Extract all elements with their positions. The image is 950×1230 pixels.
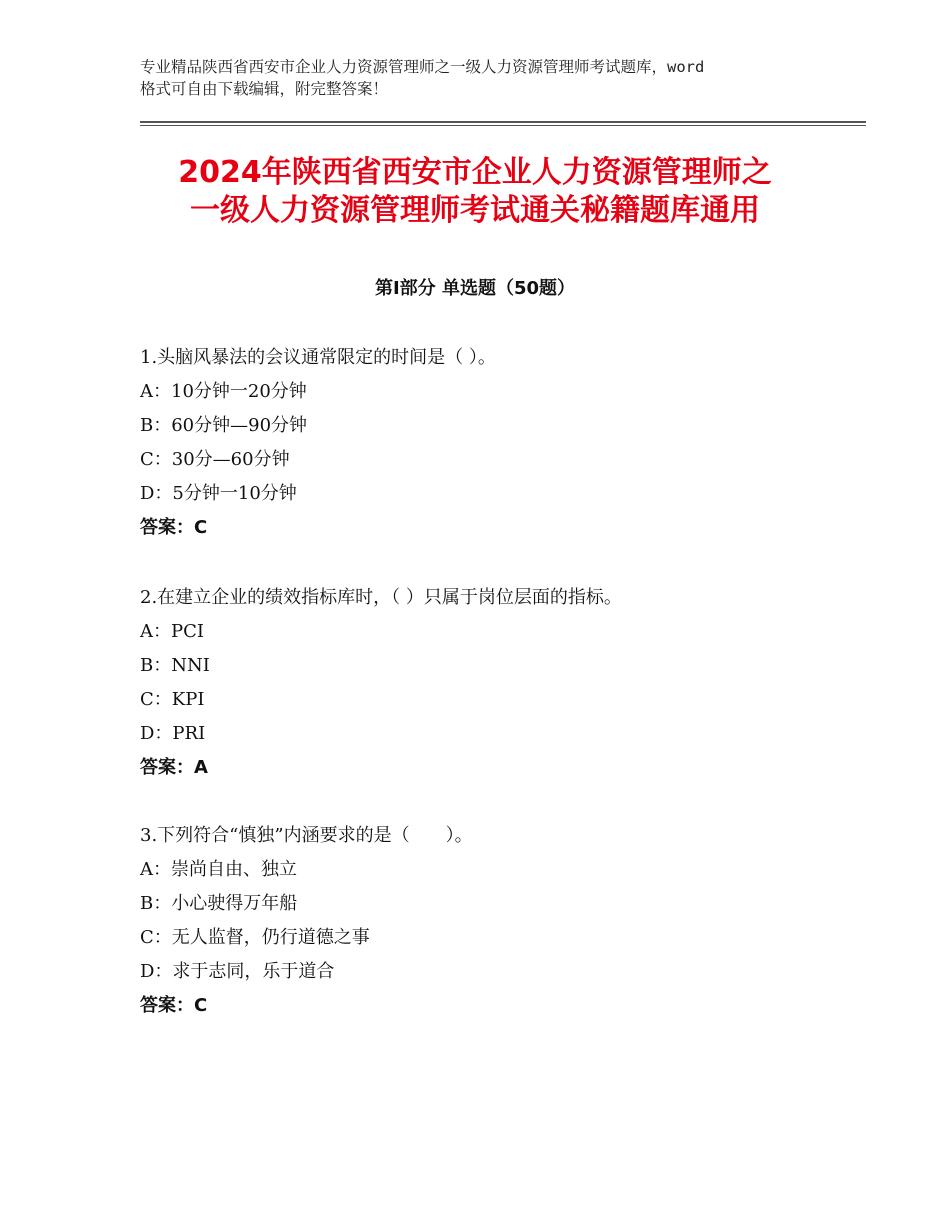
question-stem: 3.下列符合“慎独”内涵要求的是（ ）。 bbox=[140, 825, 473, 846]
option-c: C：30分—60分钟 bbox=[140, 449, 290, 470]
option-d: D：求于志同，乐于道合 bbox=[140, 961, 335, 982]
option-a: A：崇尚自由、独立 bbox=[140, 859, 297, 880]
question-stem: 2.在建立企业的绩效指标库时，（ ）只属于岗位层面的指标。 bbox=[140, 587, 622, 608]
answer-label: 答案：A bbox=[140, 757, 208, 778]
document-title-line-1: 2024年陕西省西安市企业人力资源管理师之 bbox=[178, 155, 772, 190]
option-a: A：10分钟一20分钟 bbox=[140, 381, 307, 402]
option-a: A：PCI bbox=[140, 621, 204, 642]
question-block bbox=[140, 341, 880, 545]
option-c: C：无人监督，仍行道德之事 bbox=[140, 927, 370, 948]
option-c: C：KPI bbox=[140, 689, 205, 710]
document-title-line-2: 一级人力资源管理师考试通关秘籍题库通用 bbox=[190, 193, 760, 228]
option-b: B：NNI bbox=[140, 655, 210, 676]
option-d: D：PRI bbox=[140, 723, 206, 744]
option-b: B：小心驶得万年船 bbox=[140, 893, 298, 914]
question-stem: 1.头脑风暴法的会议通常限定的时间是（ ）。 bbox=[140, 347, 496, 368]
option-d: D：5分钟一10分钟 bbox=[140, 483, 297, 504]
question-block bbox=[140, 581, 880, 785]
section-title: 第Ⅰ部分 单选题（50题） bbox=[374, 278, 575, 299]
answer-label: 答案：C bbox=[140, 995, 208, 1016]
answer-label: 答案：C bbox=[140, 517, 208, 538]
question-block bbox=[140, 819, 880, 1023]
header-note-line-1: 专业精品陕西省西安市企业人力资源管理师之一级人力资源管理师考试题库，word bbox=[140, 58, 705, 76]
header-note-line-2: 格式可自由下载编辑，附完整答案！ bbox=[140, 80, 389, 98]
document-title bbox=[90, 154, 860, 230]
header-note bbox=[140, 56, 840, 100]
header-divider-thin bbox=[140, 125, 866, 126]
option-b: B：60分钟—90分钟 bbox=[140, 415, 308, 436]
header-divider-thick bbox=[140, 121, 866, 123]
